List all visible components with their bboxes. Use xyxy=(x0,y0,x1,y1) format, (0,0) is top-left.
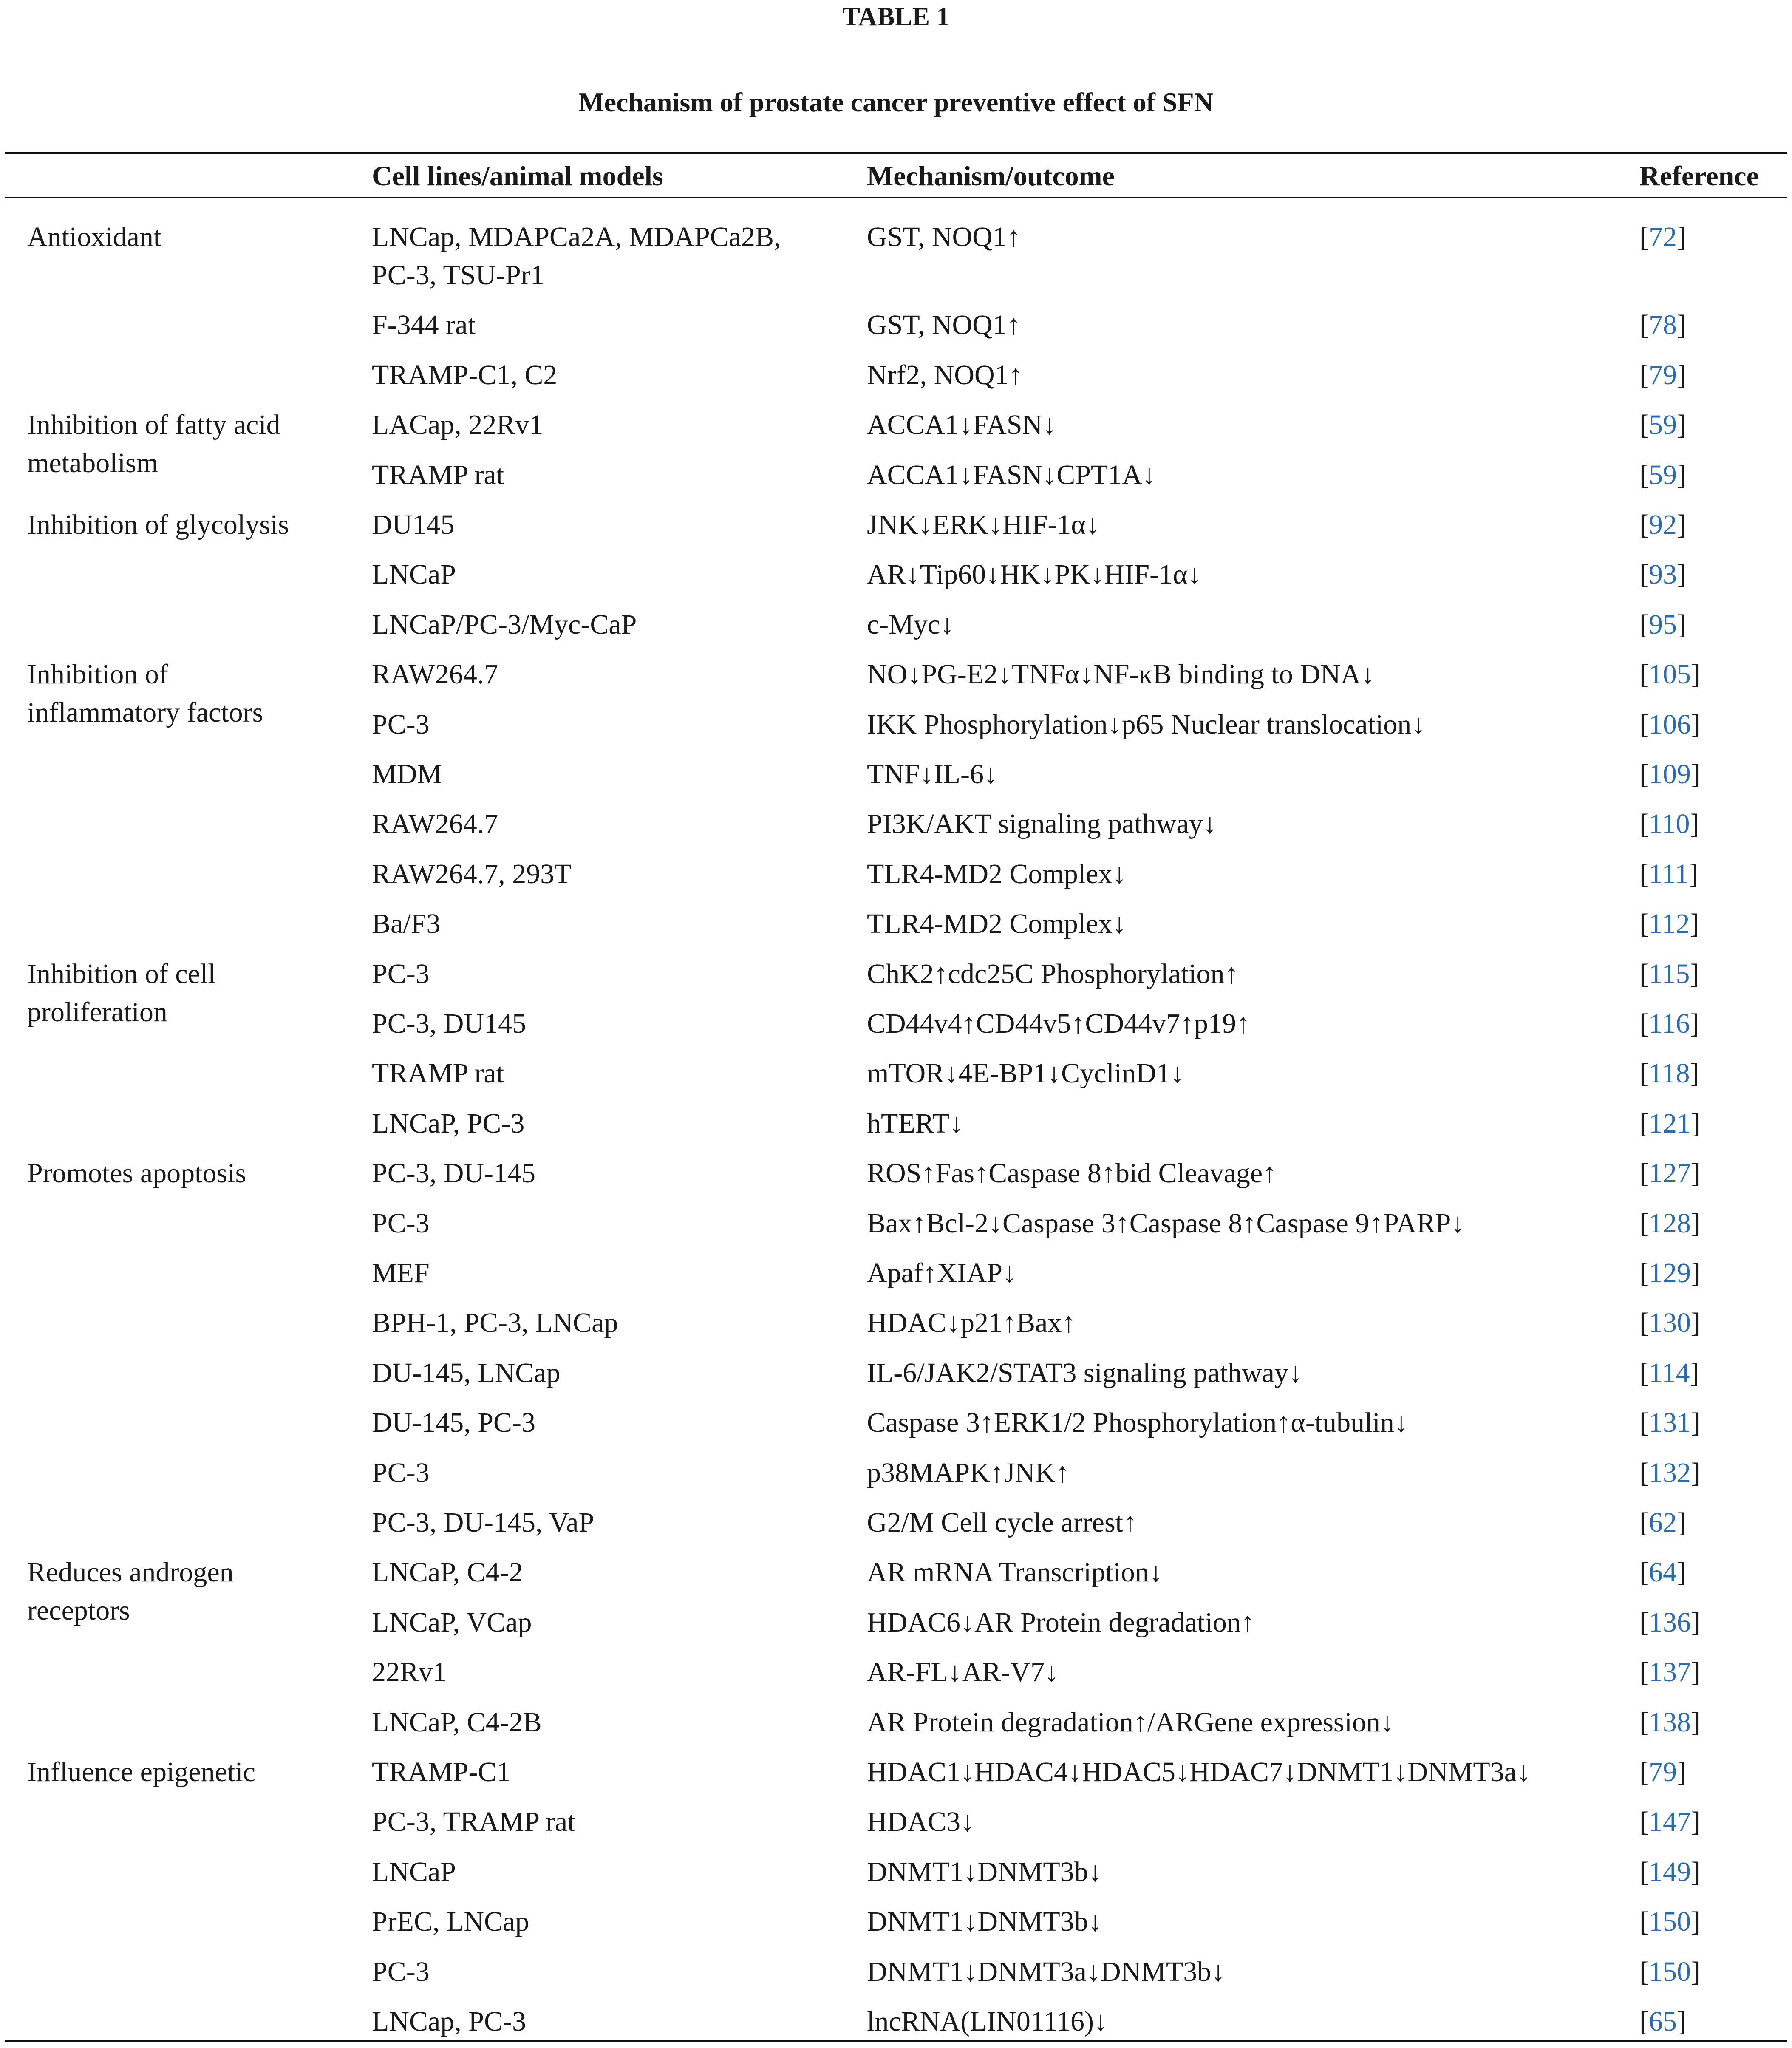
model-cell: F-344 rat xyxy=(372,309,476,341)
mechanism-cell: CD44v4↑CD44v5↑CD44v7↑p19↑ xyxy=(867,1008,1251,1039)
mechanism-cell: HDAC↓p21↑Bax↑ xyxy=(867,1307,1076,1339)
model-cell: MDM xyxy=(372,759,442,790)
reference-link[interactable]: [150] xyxy=(1639,1956,1700,1987)
model-cell: Ba/F3 xyxy=(372,908,441,940)
mechanism-cell: IL-6/JAK2/STAT3 signaling pathway↓ xyxy=(867,1357,1302,1388)
mechanism-cell: AR mRNA Transcription↓ xyxy=(867,1557,1163,1588)
model-cell: PC-3 xyxy=(372,1457,430,1488)
reference-link[interactable]: [109] xyxy=(1639,759,1700,790)
category-cell: Influence epigenetic xyxy=(27,1756,255,1787)
reference-link[interactable]: [137] xyxy=(1639,1657,1700,1688)
reference-link[interactable]: [149] xyxy=(1639,1856,1700,1887)
model-cell: LNCaP xyxy=(372,1856,456,1887)
mechanism-cell: DNMT1↓DNMT3b↓ xyxy=(867,1856,1102,1887)
mechanism-cell: AR↓Tip60↓HK↓PK↓HIF-1α↓ xyxy=(867,559,1202,590)
reference-link[interactable]: [121] xyxy=(1639,1108,1700,1139)
category-cell: receptors xyxy=(27,1595,130,1626)
reference-link[interactable]: [138] xyxy=(1639,1706,1700,1738)
mechanism-cell: c-Myc↓ xyxy=(867,609,954,640)
mechanism-cell: DNMT1↓DNMT3a↓DNMT3b↓ xyxy=(867,1956,1226,1987)
reference-link[interactable]: [79] xyxy=(1639,1756,1686,1787)
reference-link[interactable]: [127] xyxy=(1639,1158,1700,1189)
reference-link[interactable]: [78] xyxy=(1639,309,1686,341)
mechanism-cell: GST, NOQ1↑ xyxy=(867,221,1021,252)
model-cell: DU145 xyxy=(372,509,455,540)
reference-link[interactable]: [59] xyxy=(1639,459,1686,490)
model-cell: RAW264.7, 293T xyxy=(372,858,572,889)
mechanism-cell: TLR4-MD2 Complex↓ xyxy=(867,908,1127,940)
reference-link[interactable]: [150] xyxy=(1639,1906,1700,1938)
table-caption: Mechanism of prostate cancer preventive effect of SFN xyxy=(578,87,1214,117)
mechanism-cell: GST, NOQ1↑ xyxy=(867,309,1021,341)
model-cell: TRAMP rat xyxy=(372,459,504,490)
reference-link[interactable]: [64] xyxy=(1639,1557,1686,1588)
model-cell: PC-3 xyxy=(372,958,430,989)
model-cell: BPH-1, PC-3, LNCap xyxy=(372,1307,618,1339)
mechanism-cell: mTOR↓4E-BP1↓CyclinD1↓ xyxy=(867,1058,1184,1089)
mechanism-cell: HDAC1↓HDAC4↓HDAC5↓HDAC7↓DNMT1↓DNMT3a↓ xyxy=(867,1756,1531,1787)
reference-link[interactable]: [65] xyxy=(1639,2006,1686,2037)
mechanism-cell: ACCA1↓FASN↓CPT1A↓ xyxy=(867,459,1156,490)
reference-link[interactable]: [111] xyxy=(1639,858,1699,889)
reference-link[interactable]: [92] xyxy=(1639,509,1686,540)
reference-link[interactable]: [132] xyxy=(1639,1457,1700,1488)
category-cell: Inhibition of fatty acid xyxy=(27,409,280,441)
category-cell: Inhibition of glycolysis xyxy=(27,509,289,540)
reference-link[interactable]: [79] xyxy=(1639,359,1686,391)
mechanism-cell: HDAC3↓ xyxy=(867,1806,975,1838)
reference-link[interactable]: [106] xyxy=(1639,708,1700,740)
reference-link[interactable]: [147] xyxy=(1639,1806,1700,1838)
model-cell: PrEC, LNCap xyxy=(372,1906,529,1938)
model-cell: LNCaP, VCap xyxy=(372,1606,532,1638)
reference-link[interactable]: [136] xyxy=(1639,1606,1700,1638)
model-cell: LNCaP/PC-3/Myc-CaP xyxy=(372,609,637,640)
column-header-models: Cell lines/animal models xyxy=(372,161,663,192)
table-top-rule xyxy=(5,152,1787,154)
mechanism-cell: PI3K/AKT signaling pathway↓ xyxy=(867,808,1217,840)
reference-link[interactable]: [131] xyxy=(1639,1407,1700,1439)
mechanism-cell: TLR4-MD2 Complex↓ xyxy=(867,858,1127,889)
reference-link[interactable]: [112] xyxy=(1639,908,1699,940)
mechanism-cell: TNF↓IL-6↓ xyxy=(867,759,998,790)
model-cell: PC-3, TRAMP rat xyxy=(372,1806,575,1838)
model-cell: TRAMP-C1 xyxy=(372,1756,511,1787)
category-cell: Reduces androgen xyxy=(27,1557,234,1588)
mechanism-cell: HDAC6↓AR Protein degradation↑ xyxy=(867,1606,1255,1638)
reference-link[interactable]: [116] xyxy=(1639,1008,1699,1039)
mechanism-cell: p38MAPK↑JNK↑ xyxy=(867,1457,1070,1488)
category-cell: inflammatory factors xyxy=(27,697,263,728)
category-cell: Inhibition of cell xyxy=(27,958,216,989)
model-cell: PC-3, DU-145, VaP xyxy=(372,1507,595,1538)
reference-link[interactable]: [110] xyxy=(1639,808,1699,840)
model-cell: LNCap, MDAPCa2A, MDAPCa2B, xyxy=(372,221,781,252)
mechanism-cell: NO↓PG-E2↓TNFα↓NF-κB binding to DNA↓ xyxy=(867,659,1375,690)
table-label: TABLE 1 xyxy=(842,3,950,31)
reference-link[interactable]: [129] xyxy=(1639,1258,1700,1289)
reference-link[interactable]: [59] xyxy=(1639,409,1686,441)
model-cell: DU-145, PC-3 xyxy=(372,1407,536,1439)
model-cell: TRAMP-C1, C2 xyxy=(372,359,558,391)
mechanism-cell: Apaf↑XIAP↓ xyxy=(867,1258,1016,1289)
reference-link[interactable]: [105] xyxy=(1639,659,1700,690)
model-cell: PC-3, TSU-Pr1 xyxy=(372,260,544,291)
category-cell: Promotes apoptosis xyxy=(27,1158,246,1189)
reference-link[interactable]: [93] xyxy=(1639,559,1686,590)
model-cell: TRAMP rat xyxy=(372,1058,504,1089)
model-cell: PC-3, DU-145 xyxy=(372,1158,536,1189)
mechanism-cell: Caspase 3↑ERK1/2 Phosphorylation↑α-tubulin↓ xyxy=(867,1407,1408,1439)
model-cell: 22Rv1 xyxy=(372,1657,447,1688)
mechanism-cell: hTERT↓ xyxy=(867,1108,964,1139)
mechanism-cell: JNK↓ERK↓HIF-1α↓ xyxy=(867,509,1100,540)
reference-link[interactable]: [95] xyxy=(1639,609,1686,640)
model-cell: DU-145, LNCap xyxy=(372,1357,561,1388)
model-cell: MEF xyxy=(372,1258,430,1289)
model-cell: LNCaP, C4-2 xyxy=(372,1557,523,1588)
mechanism-cell: AR Protein degradation↑/ARGene expression↓ xyxy=(867,1706,1394,1738)
reference-link[interactable]: [130] xyxy=(1639,1307,1700,1339)
category-cell: Antioxidant xyxy=(27,221,161,252)
model-cell: LNCaP, C4-2B xyxy=(372,1706,542,1738)
reference-link[interactable]: [118] xyxy=(1639,1058,1699,1089)
column-header-mechanism: Mechanism/outcome xyxy=(867,161,1115,192)
mechanism-cell: ACCA1↓FASN↓ xyxy=(867,409,1057,441)
category-cell: metabolism xyxy=(27,448,158,479)
mechanism-cell: lncRNA(LIN01116)↓ xyxy=(867,2006,1108,2037)
mechanism-cell: Bax↑Bcl-2↓Caspase 3↑Caspase 8↑Caspase 9↑PARP↓ xyxy=(867,1207,1465,1239)
reference-link[interactable]: [115] xyxy=(1639,958,1699,989)
column-header-reference: Reference xyxy=(1639,161,1759,192)
reference-link[interactable]: [128] xyxy=(1639,1207,1700,1239)
mechanism-cell: DNMT1↓DNMT3b↓ xyxy=(867,1906,1102,1938)
reference-link[interactable]: [72] xyxy=(1639,221,1686,252)
model-cell: PC-3, DU145 xyxy=(372,1008,527,1039)
model-cell: PC-3 xyxy=(372,708,430,740)
mechanism-cell: ChK2↑cdc25C Phosphorylation↑ xyxy=(867,958,1239,989)
model-cell: LNCaP xyxy=(372,559,456,590)
model-cell: LNCap, PC-3 xyxy=(372,2006,526,2037)
model-cell: LACap, 22Rv1 xyxy=(372,409,544,441)
model-cell: PC-3 xyxy=(372,1956,430,1987)
category-cell: proliferation xyxy=(27,996,167,1028)
reference-link[interactable]: [114] xyxy=(1639,1357,1699,1388)
model-cell: PC-3 xyxy=(372,1207,430,1239)
category-cell: Inhibition of xyxy=(27,659,168,690)
mechanism-cell: IKK Phosphorylation↓p65 Nuclear translocation↓ xyxy=(867,708,1426,740)
model-cell: RAW264.7 xyxy=(372,808,498,840)
mechanism-cell: Nrf2, NOQ1↑ xyxy=(867,359,1023,391)
model-cell: LNCaP, PC-3 xyxy=(372,1108,525,1139)
table-header-rule xyxy=(5,197,1787,198)
mechanism-cell: G2/M Cell cycle arrest↑ xyxy=(867,1507,1137,1538)
mechanism-cell: AR-FL↓AR-V7↓ xyxy=(867,1657,1059,1688)
reference-link[interactable]: [62] xyxy=(1639,1507,1686,1538)
model-cell: RAW264.7 xyxy=(372,659,498,690)
mechanism-cell: ROS↑Fas↑Caspase 8↑bid Cleavage↑ xyxy=(867,1158,1277,1189)
